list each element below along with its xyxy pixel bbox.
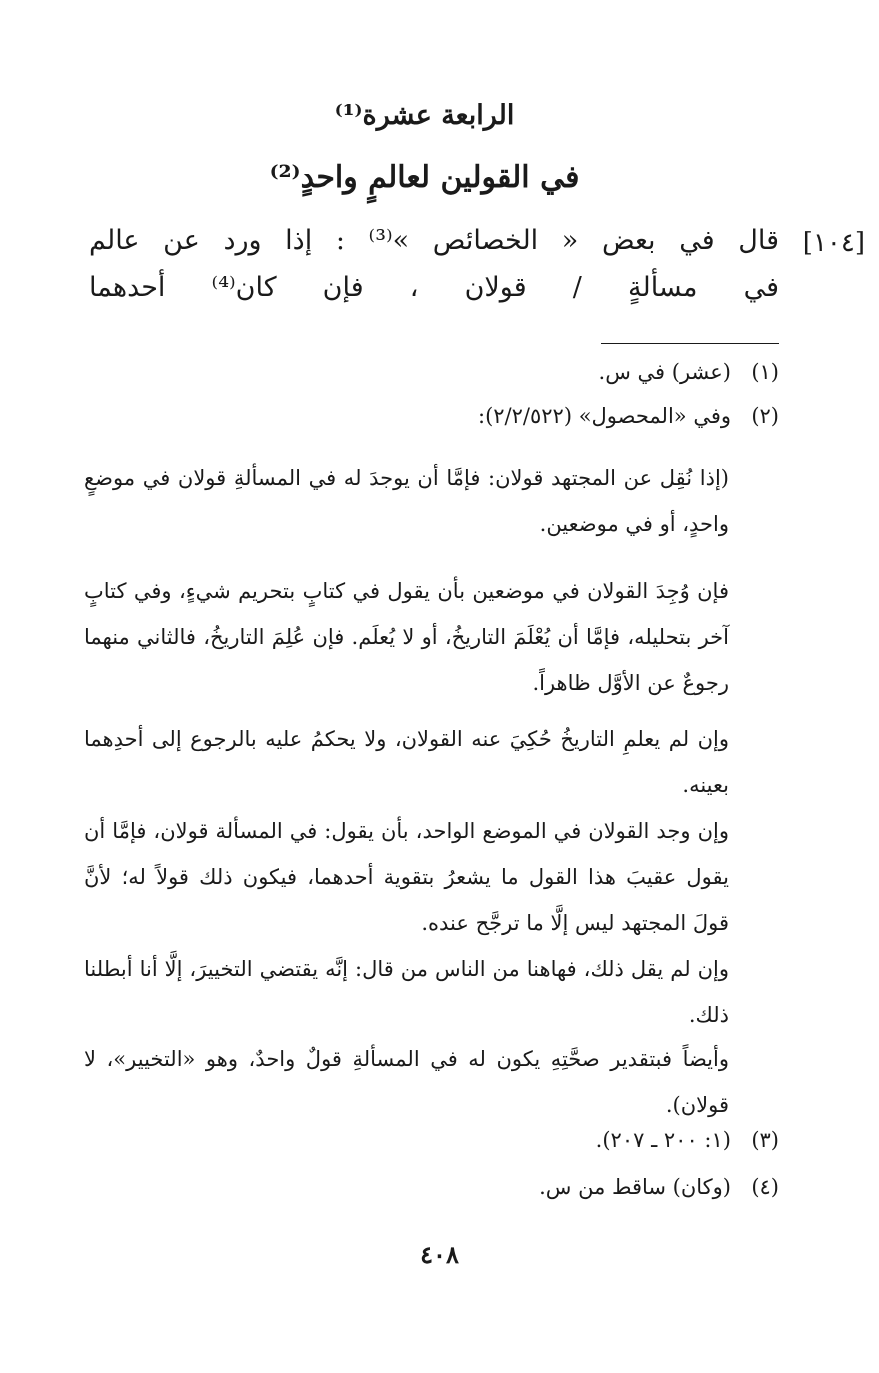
quote-paragraph: وأيضاً فبتقدير صحَّتِهِ يكون له في المسألةِ قولٌ واحدٌ، وهو «التخيير»، لا قولان). xyxy=(84,1047,729,1117)
footnote-text: وفي «المحصول» (٢/٢/٥٢٢): xyxy=(478,404,731,428)
quote-paragraph: فإن وُجِدَ القولان في موضعين بأن يقول في كتابٍ بتحريم شيءٍ، وفي كتابٍ آخر بتحليله، فإمَّا أن يُعْلَمَ التاريخُ، أو لا يُعلَم. فإن عُلِمَ التاريخُ، فالثاني منهما رجوعٌ عن الأوَّل ظاهراً. xyxy=(84,579,729,695)
footnote-4 xyxy=(99,1175,779,1199)
main-text-line-2: في مسألةٍ / قولان ، فإن كان⁽⁴⁾ أحدهما xyxy=(89,272,779,303)
footnote-number: (٣) xyxy=(751,1128,779,1152)
footnote-number: (٢) xyxy=(751,404,779,428)
main-text-line-1: قال في بعض « الخصائص »⁽³⁾ : إذا ورد عن عالم xyxy=(89,225,779,256)
quote-paragraph: وإن لم يعلمِ التاريخُ حُكِيَ عنه القولان، ولا يحكمُ عليه بالرجوع إلى أحدِهما بعينه. xyxy=(84,727,729,797)
footnote-number: (١) xyxy=(751,360,779,384)
footnote-1 xyxy=(99,360,779,384)
footnote-number: (٤) xyxy=(751,1175,779,1199)
footnote-text: (وكان) ساقط من س. xyxy=(539,1175,731,1199)
quote-paragraph: وإن لم يقل ذلك، فهاهنا من الناس من قال: إنَّه يقتضي التخييرَ، إلَّا أنا أبطلنا ذلك. xyxy=(84,957,729,1027)
chapter-subtitle: في القولين لعالمٍ واحدٍ⁽²⁾ xyxy=(269,160,580,195)
footnote-text: (عشر) في س. xyxy=(598,360,731,384)
page-number: ٤٠٨ xyxy=(420,1240,459,1269)
marginal-reference: [١٠٤] xyxy=(802,228,865,258)
footnote-2 xyxy=(99,404,779,428)
chapter-title: الرابعة عشرة⁽¹⁾ xyxy=(334,100,515,131)
quote-paragraph: وإن وجد القولان في الموضع الواحد، بأن يقول: في المسألة قولان، فإمَّا أن يقول عقيبَ هذا القول ما يشعرُ بتقوية أحدهما، فيكون ذلك قولاً له؛ لأنَّ قولَ المجتهد ليس إلَّا ما ترجَّح عنده. xyxy=(84,819,729,935)
quote-paragraph: (إذا نُقِل عن المجتهد قولان: فإمَّا أن يوجدَ له في المسألةِ قولان في موضعٍ واحدٍ، أو في موضعين. xyxy=(84,466,729,536)
footnote-text: (١: ٢٠٠ ـ ٢٠٧). xyxy=(595,1128,731,1152)
footnote-3 xyxy=(99,1128,779,1152)
footnote-separator xyxy=(601,343,779,344)
